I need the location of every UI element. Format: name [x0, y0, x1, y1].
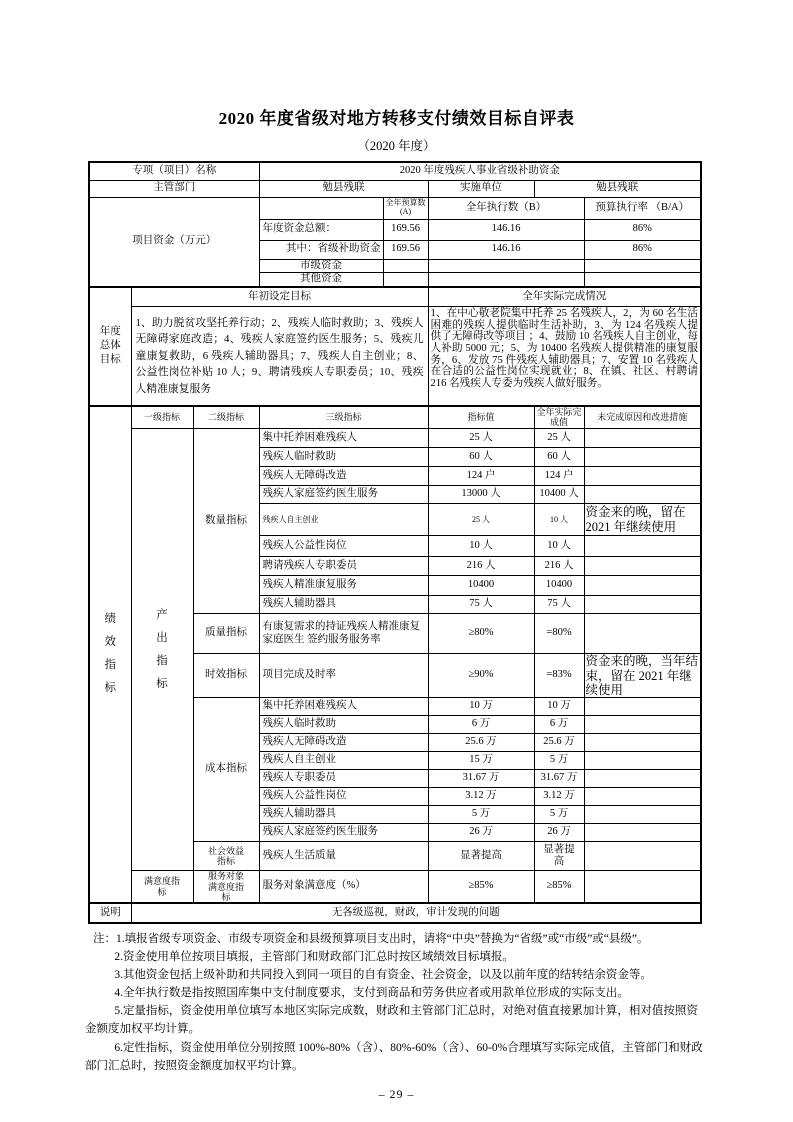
indicator-name: 残疾人辅助器具: [259, 806, 428, 824]
indicator-target: 75 人: [428, 596, 534, 614]
funds-label: 项目资金（万元）: [89, 197, 259, 287]
indicator-actual: 25 人: [534, 429, 584, 448]
indicator-name: 残疾人生活质量: [259, 842, 428, 871]
indicator-target: 3.12 万: [428, 788, 534, 806]
indicator-note: [584, 486, 701, 504]
note-item: 4.全年执行数是指按照国库集中支付制度要求，支付到商品和劳务供应者或用款单位形成的实际支出。: [114, 987, 629, 1000]
remark-row: [89, 903, 701, 923]
l1-satisfaction-label: [131, 871, 193, 904]
indicator-actual: 26 万: [534, 824, 584, 842]
indicator-note: [584, 824, 701, 842]
col-target: 指标值: [428, 406, 534, 429]
row-project-name: [89, 162, 701, 180]
indicator-note: [584, 536, 701, 557]
indicator-actual: =80%: [534, 614, 584, 654]
goal-set-text: 1、助力脱贫攻坚托养行动；2、残疾人临时救助；3、残疾人无障碍家庭改造；4、残疾人家庭签约医生服务；5、残疾儿童康复救助，6 残疾人辅助器具；7、残疾人自主创业；8、公益性岗位补贴 10 人；9、聘请残疾人专职委员；10、残疾人精准康复服务: [131, 307, 428, 406]
goal-row-label: 年度总体目标: [99, 325, 121, 366]
indicator-note: [584, 448, 701, 467]
indicator-note: [584, 716, 701, 734]
indicator-actual-text: 显著提高: [543, 843, 575, 868]
page-title: 2020 年度省级对地方转移支付绩效目标自评表: [218, 109, 575, 128]
indicator-note: [584, 752, 701, 770]
indicator-name: 残疾人无障碍改造: [259, 467, 428, 486]
note-item: 注：1.填报省级专项资金、市级专项资金和县级预算项目支出时，请将“中央”替换为“省级”或“市级”或“县级”。: [93, 933, 649, 946]
indicator-actual: 10 人: [534, 536, 584, 557]
fund-row-exec: 146.16: [428, 219, 584, 240]
remark-text: 无各级巡视，财政，审计发现的问题: [131, 903, 701, 923]
l1-satisfaction-text: 满意度指标: [143, 876, 180, 897]
col-reason: 未完成原因和改进措施: [584, 406, 701, 429]
indicator-note: [584, 806, 701, 824]
fund-row-rate: 86%: [584, 219, 701, 240]
indicator-note: [584, 429, 701, 448]
indicator-actual: 10 人: [534, 504, 584, 536]
goal-row-label-cell: [89, 287, 131, 406]
indicator-note: [584, 596, 701, 614]
indicator-actual: 5 万: [534, 806, 584, 824]
dept-value: 勉县残联: [259, 180, 428, 197]
indicator-name: 项目完成及时率: [259, 654, 428, 698]
fund-row-budget: 169.56: [383, 240, 428, 259]
dept-label: 主管部门: [89, 180, 259, 197]
indicator-name: 有康复需求的持证残疾人精准康复家庭医生 签约服务服务率: [259, 614, 428, 654]
indicator-name: 残疾人专职委员: [259, 770, 428, 788]
indicator-target: ≥90%: [428, 654, 534, 698]
indicator-target: ≥80%: [428, 614, 534, 654]
indicator-name: 残疾人自主创业: [259, 504, 428, 536]
indicator-row: [89, 429, 701, 448]
footnotes: [85, 930, 707, 1074]
l2-time-label: 时效指标: [193, 654, 259, 698]
indicator-name: 残疾人临时救助: [259, 716, 428, 734]
goal-content-row: [89, 307, 701, 406]
indicator-row-satisfaction: [89, 871, 701, 904]
indicator-target: 13000 人: [428, 486, 534, 504]
indicator-target: 216 人: [428, 557, 534, 576]
indicator-name: 服务对象满意度（%）: [259, 871, 428, 904]
indicator-note: [584, 842, 701, 871]
page-number: – 29 –: [378, 1086, 415, 1101]
indicator-actual: 216 人: [534, 557, 584, 576]
note-item: 3.其他资金包括上级补助和共同投入到同一项目的自有资金、社会资金，以及以前年度的结转结余资金等。: [114, 969, 652, 982]
l2-social-label: [193, 842, 259, 871]
indicator-note: [584, 557, 701, 576]
fund-row-rate: [584, 259, 701, 273]
indicator-note: [584, 698, 701, 716]
indicator-note: [584, 576, 701, 596]
indicator-note: [584, 788, 701, 806]
indicator-name: 集中托养困难残疾人: [259, 698, 428, 716]
fund-row-budget: 169.56: [383, 219, 428, 240]
indicator-note: 资金来的晚，留在 2021 年继续使用: [584, 504, 701, 536]
indicator-note: [584, 734, 701, 752]
indicator-actual: 124 户: [534, 467, 584, 486]
indicator-name: 残疾人精准康复服务: [259, 576, 428, 596]
indicator-target: 6 万: [428, 716, 534, 734]
indicator-actual: ≥85%: [534, 871, 584, 904]
indicator-target: 显著提高: [428, 842, 534, 871]
indicator-actual: =83%: [534, 654, 584, 698]
indicator-name: 残疾人自主创业: [259, 752, 428, 770]
fund-row-budget: [383, 259, 428, 273]
indicator-note: [584, 467, 701, 486]
indicator-actual: 75 人: [534, 596, 584, 614]
fund-row-exec: 146.16: [428, 240, 584, 259]
goal-col-set: 年初设定目标: [131, 287, 428, 307]
fund-row-rate: [584, 273, 701, 287]
indicator-note: [584, 614, 701, 654]
indicator-note: 资金来的晚，当年结束，留在 2021 年继续使用: [584, 654, 701, 698]
l2-satisfaction-text: 服务对象满意度指标: [208, 871, 245, 902]
l2-cost-label: 成本指标: [193, 698, 259, 842]
indicator-target: 10 人: [428, 536, 534, 557]
indicator-row-label: 绩效指标: [104, 613, 116, 695]
indicator-target: 25 人: [428, 429, 534, 448]
indicator-actual: 60 人: [534, 448, 584, 467]
fund-row-name: 其他资金: [259, 273, 383, 287]
indicator-name: 集中托养困难残疾人: [259, 429, 428, 448]
fund-row-name: 其中：省级补助资金: [259, 240, 383, 259]
page-subtitle: （2020 年度）: [357, 139, 436, 153]
row-departments: [89, 180, 701, 197]
fund-row-exec: [428, 259, 584, 273]
indicator-actual: 25.6 万: [534, 734, 584, 752]
funds-col-rate: 预算执行率 （B/A）: [584, 197, 701, 219]
note-item: 2.资金使用单位按项目填报，主管部门和财政部门汇总时按区域绩效目标填报。: [114, 951, 514, 964]
l2-satisfaction-label: [193, 871, 259, 904]
indicator-name: 残疾人公益性岗位: [259, 536, 428, 557]
l2-social-text: 社会效益指标: [208, 845, 245, 867]
col-l1: 一级指标: [131, 406, 193, 429]
indicator-actual: 10 万: [534, 698, 584, 716]
fund-row-name: 年度资金总额：: [259, 219, 383, 240]
funds-blank-cell: [259, 197, 383, 219]
funds-header-row: [89, 197, 701, 219]
impl-label: 实施单位: [428, 180, 534, 197]
fund-row-budget: [383, 273, 428, 287]
fund-row-rate: 86%: [584, 240, 701, 259]
indicator-actual: 6 万: [534, 716, 584, 734]
indicator-actual: 10400 人: [534, 486, 584, 504]
col-l2: 二级指标: [193, 406, 259, 429]
indicator-target: 60 人: [428, 448, 534, 467]
project-name-label: 专项（项目）名称: [89, 162, 259, 180]
funds-col-exec: 全年执行数（B）: [428, 197, 584, 219]
impl-value: 勉县残联: [534, 180, 701, 197]
indicator-target: 25 人: [428, 504, 534, 536]
goal-col-actual: 全年实际完成情况: [428, 287, 701, 307]
col-l3: 三级指标: [259, 406, 428, 429]
note-item: 5.定量指标，资金使用单位填写本地区实际完成数，财政和主管部门汇总时，对绝对值直接累加计算，相对值按照资金额度加权平均计算。: [85, 1005, 698, 1036]
funds-col-budget: 全年预算数(A): [383, 197, 428, 219]
indicator-name: 残疾人公益性岗位: [259, 788, 428, 806]
indicator-name: 残疾人临时救助: [259, 448, 428, 467]
indicator-target: 15 万: [428, 752, 534, 770]
indicator-name: 聘请残疾人专职委员: [259, 557, 428, 576]
l2-quality-label: 质量指标: [193, 614, 259, 654]
l2-quantity-label: 数量指标: [193, 429, 259, 614]
indicator-target: 31.67 万: [428, 770, 534, 788]
indicator-row-label-cell: [89, 406, 131, 904]
l1-output-label: 产出指标: [156, 608, 168, 690]
indicator-target: 5 万: [428, 806, 534, 824]
goal-header-row: [89, 287, 701, 307]
goal-actual-text: 1、在中心敬老院集中托养 25 名残疾人，2，为 60 名生活困难的残疾人提供临时生活补助，3、为 124 名残疾人提供了无障碍改等项目 ；4、鼓励 10 名残疾人自主创业，每人补助 5000 元；5、为 10400 名残疾人提供精准的康复服务，6、发放 75 件残疾人辅助器具；7、安置 10 名残疾人在合适的公益性岗位实现就业；8、在镇、社区、村聘请 216 名残疾人专委为残疾人做好服务。: [428, 307, 701, 406]
self-eval-table: [88, 161, 702, 924]
indicator-name: 残疾人辅助器具: [259, 596, 428, 614]
indicator-target: ≥85%: [428, 871, 534, 904]
indicator-target: 25.6 万: [428, 734, 534, 752]
indicator-actual: 10400: [534, 576, 584, 596]
indicator-target: 26 万: [428, 824, 534, 842]
remark-label: 说明: [89, 903, 131, 923]
indicator-target: 10 万: [428, 698, 534, 716]
indicator-note: [584, 770, 701, 788]
indicator-name: 残疾人家庭签约医生服务: [259, 824, 428, 842]
indicator-name: 残疾人家庭签约医生服务: [259, 486, 428, 504]
indicator-actual: [534, 842, 584, 871]
indicator-target: 124 户: [428, 467, 534, 486]
project-name-value: 2020 年度残疾人事业省级补助资金: [259, 162, 701, 180]
indicator-header-row: [89, 406, 701, 429]
indicator-target: 10400: [428, 576, 534, 596]
col-actual: 全年实际完成值: [534, 406, 584, 429]
indicator-actual: 5 万: [534, 752, 584, 770]
fund-row-name: 市级资金: [259, 259, 383, 273]
indicator-actual: 3.12 万: [534, 788, 584, 806]
indicator-name: 残疾人无障碍改造: [259, 734, 428, 752]
fund-row-exec: [428, 273, 584, 287]
indicator-actual: 31.67 万: [534, 770, 584, 788]
indicator-note: [584, 871, 701, 904]
l1-output-cell: [131, 429, 193, 871]
note-item: 6.定性指标，资金使用单位分别按照 100%-80%（含）、80%-60%（含）、60-0%合理填写实际完成值，主管部门和财政部门汇总时，按照资金额度加权平均计算。: [85, 1041, 703, 1072]
